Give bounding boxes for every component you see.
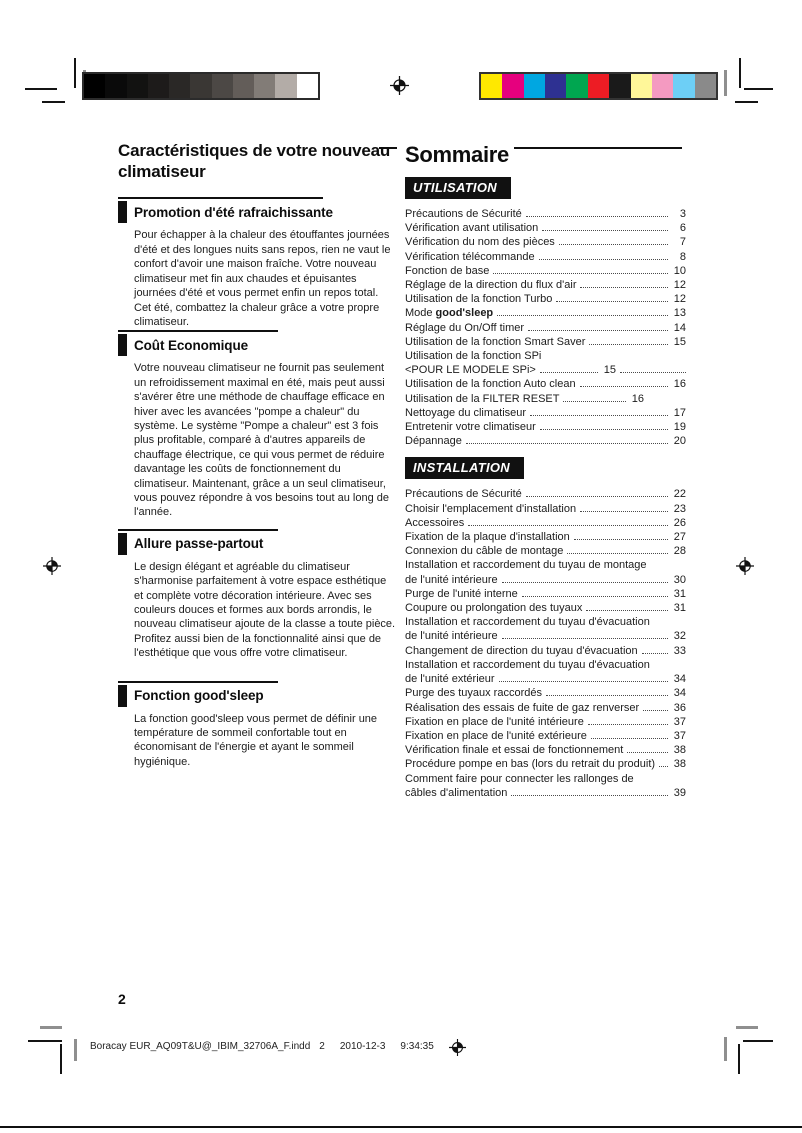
toc-item-label: Utilisation de la fonction SPi [405,350,542,363]
imprint-date: 2010-12-3 [339,1041,386,1052]
section-header [118,334,396,356]
toc-item-label: Purge des tuyaux raccordés [405,687,542,700]
toc-item [405,306,686,320]
dot-leader [542,230,668,231]
toc-item-label: Dépannage [405,435,462,448]
toc-item-label: Réglage de la direction du flux d'air [405,279,577,292]
toc-item [405,221,686,235]
toc-item-label: Procédure pompe en bas (lors du retrait du produit) [405,758,656,771]
registration-mark-icon [736,557,754,575]
toc-item-page: 3 [679,208,686,220]
toc-item-page: 28 [673,545,686,558]
toc-item-page: 16 [673,378,686,391]
toc-item [405,406,686,420]
toc-item [405,530,686,544]
toc-item-page: 37 [673,715,686,728]
dot-leader [659,766,668,767]
dot-leader [574,539,668,540]
imprint-sheet-number: 2 [319,1041,325,1052]
toc-item [405,757,686,771]
color-swatch [609,74,630,98]
page-bottom-rule [0,1126,802,1128]
toc-item-label: Réalisation des essais de fuite de gaz renverser [405,701,640,714]
dot-leader [627,752,668,753]
dot-leader [526,496,668,497]
color-calibration-bar [479,72,718,100]
crop-mark [25,88,57,90]
toc-list-utilisation [405,207,686,448]
toc-badge-installation: INSTALLATION [405,457,524,479]
toc-item-label: Réglage du On/Off timer [405,321,525,334]
toc-item-page: 26 [673,516,686,529]
dot-leader [586,610,668,611]
section-header [118,685,396,707]
dot-leader [556,301,668,302]
toc-item-page: 15 [673,335,686,348]
toc-item-page: 38 [673,758,686,771]
toc-item-label: good'sleep [435,307,494,320]
dot-leader [493,273,668,274]
page-number: 2 [118,991,126,1007]
registration-mark-icon [390,76,409,95]
crop-mark [739,58,741,88]
crop-mark [42,101,65,103]
toc-column [405,142,686,800]
toc-item-label: Fixation de la plaque d'installation [405,531,570,544]
gray-swatch [127,74,148,98]
toc-item-page: 7 [679,236,686,249]
dot-leader [567,553,668,554]
dot-leader [589,344,668,345]
toc-item-page: 37 [673,729,686,742]
registration-mark-icon [449,1039,466,1056]
section-marker-bar [118,201,127,223]
toc-item-label: Installation et raccordement du tuyau d'évacuation [405,616,650,629]
toc-item-page: 27 [673,531,686,544]
toc-item-label: de l'unité intérieure [405,630,498,643]
toc-item [405,715,686,729]
toc-item-page: 17 [673,406,686,419]
toc-item-page: 31 [673,602,686,615]
toc-item-label: Précautions de Sécurité [405,488,522,501]
section-marker-bar [118,533,127,555]
crop-mark [40,1026,62,1029]
toc-item-label: Nettoyage du climatiseur [405,406,527,419]
toc-item-page: 6 [679,222,686,235]
toc-item-label: Installation et raccordement du tuyau d'évacuation [405,658,650,671]
toc-item [405,434,686,448]
section-marker-bar [118,334,127,356]
feature-section [118,330,396,519]
toc-item-page: 20 [673,435,686,448]
toc-item-page: 19 [673,421,686,434]
gray-swatch [233,74,254,98]
section-title: Promotion d'été rafraichissante [134,204,333,220]
toc-item-page: 34 [673,673,686,686]
toc-item [405,729,686,743]
toc-item-label: Comment faire pour connecter les rallonges de [405,772,634,785]
crop-mark [74,1039,77,1061]
toc-item [405,250,686,264]
toc-item [405,544,686,558]
toc-item-label: Précautions de Sécurité [405,208,522,220]
toc-item [405,558,686,586]
dot-leader [511,795,668,796]
toc-item-label: Fonction de base [405,264,490,277]
toc-item-label: Installation et raccordement du tuyau de montage [405,559,647,572]
imprint-time: 9:34:35 [400,1041,434,1052]
toc-item-label: Utilisation de la fonction Auto clean [405,378,576,391]
gray-swatch [105,74,126,98]
toc-item [405,278,686,292]
feature-section [118,681,396,770]
color-swatch [695,74,716,98]
toc-item-page: 15 [603,364,616,377]
color-swatch [673,74,694,98]
color-swatch [652,74,673,98]
dot-leader [620,372,686,373]
section-body: Votre nouveau climatiseur ne fournit pas seulement un refroidissement maximal en été, mais peut aussi s'avérer être une méthode de chauffage efficace en hiver avec les avancées "pompe a chaleur" du système. Le système "Pompe a chaleur" est 3 fois plus profitable, comparé à d'autres appareils de chauffage électrique, ce qui vous permet de réduire davantage les coûts de fonctionnement du climatiseur. Maintenant, grâce a un seul climatiseur, vous pouvez répondre à vos besoins tout au long de l'année. [134,362,390,519]
toc-item-label: Choisir l'emplacement d'installation [405,502,577,515]
section-title: Fonction good'sleep [134,688,264,704]
toc-item-page: 32 [673,630,686,643]
gray-swatch [254,74,275,98]
toc-item-page: 16 [631,392,644,405]
section-rule [118,681,278,683]
section-title: Coût Economique [134,337,248,353]
toc-item-label: <POUR LE MODELE SPi> [405,364,536,377]
toc-item-label: Changement de direction du tuyau d'évacuation [405,644,638,657]
dot-leader [502,638,668,639]
section-header [118,201,396,223]
gray-swatch [190,74,211,98]
toc-item-label: Coupure ou prolongation des tuyaux [405,602,583,615]
toc-item-label: Vérification du nom des pièces [405,236,555,249]
section-header [118,533,396,555]
crop-mark [744,88,773,90]
toc-item [405,392,644,406]
feature-section [118,529,396,661]
toc-item [405,658,686,686]
toc-item-page: 31 [673,587,686,600]
toc-item [405,743,686,757]
toc-item [405,264,686,278]
toc-item [405,772,686,800]
toc-item-label: Utilisation de la FILTER RESET [405,392,560,405]
toc-item-label: Vérification finale et essai de fonctionnement [405,744,624,757]
dot-leader [580,386,668,387]
toc-item-label: de l'unité extérieur [405,673,495,686]
toc-item-page: 23 [673,502,686,515]
dot-leader [497,315,668,316]
toc-item-page: 22 [673,488,686,501]
toc-item-label: Vérification avant utilisation [405,222,539,235]
dot-leader [580,287,668,288]
section-rule [118,529,278,531]
toc-item-page: 8 [679,250,686,263]
dot-leader [580,511,668,512]
toc-item [405,487,686,501]
toc-item [405,292,686,306]
toc-item [405,349,686,377]
gray-swatch [212,74,233,98]
gray-swatch [84,74,105,98]
toc-item-page: 33 [673,644,686,657]
toc-item [405,235,686,249]
crop-mark [736,1026,758,1029]
toc-item-page: 14 [673,321,686,334]
toc-item-label: Fixation en place de l'unité extérieure [405,729,587,742]
dot-leader [466,443,668,444]
page-title: Caractéristiques de votre nouveau climatiseur [118,141,391,181]
toc-item-page: 34 [673,687,686,700]
section-rule [118,330,278,332]
toc-item [405,502,686,516]
dot-leader [546,695,668,696]
toc-item-page: 12 [673,279,686,292]
toc-item [405,207,686,221]
toc-item [405,644,686,658]
dot-leader [526,216,668,217]
toc-item-label: Accessoires [405,516,465,529]
toc-item [405,686,686,700]
toc-item-page: 36 [673,701,686,714]
dot-leader [540,372,598,373]
toc-item-page: 10 [673,264,686,277]
print-imprint [90,1041,434,1052]
color-swatch [566,74,587,98]
toc-item-page: 30 [673,573,686,586]
grayscale-calibration-bar [82,72,320,100]
section-marker-bar [118,685,127,707]
dot-leader [522,596,668,597]
gray-swatch [275,74,296,98]
toc-item-page: 12 [673,293,686,306]
toc-item [405,321,686,335]
dot-leader [559,244,668,245]
toc-item-label: Fixation en place de l'unité intérieure [405,715,584,728]
dot-leader [642,653,668,654]
toc-title: Sommaire [405,142,509,167]
toc-item [405,377,686,391]
toc-badge-utilisation: UTILISATION [405,177,511,199]
toc-item-label: Vérification télécommande [405,250,535,263]
dot-leader [528,330,668,331]
section-title: Allure passe-partout [134,536,264,552]
toc-item-page: 38 [673,744,686,757]
imprint-filename: Boracay EUR_AQ09T&U@_IBIM_32706A_F.indd [90,1041,311,1052]
toc-item-label: Entretenir votre climatiseur [405,421,536,434]
dot-leader [563,401,626,402]
crop-mark [743,1040,773,1042]
dot-leader [588,724,668,725]
toc-item [405,701,686,715]
toc-item [405,601,686,615]
section-body: Pour échapper à la chaleur des étouffantes journées d'été et des longues nuits sans repos, rien ne vaut le confort d'avoir une maison fraîche. Votre nouveau climatiseur met fin aux chaudes et épuisantes journées d'été et vous permet enfin un repos total. Cet été, combattez la chaleur grâce a votre propre climatiseur. [134,229,391,328]
registration-mark-icon [43,557,61,575]
gray-swatch [169,74,190,98]
toc-item-label: Connexion du câble de montage [405,545,564,558]
toc-item-label: de l'unité intérieure [405,573,498,586]
dot-leader [468,525,668,526]
section-body: La fonction good'sleep vous permet de définir une température de sommeil confortable tout en économisant de l'énergie et ayant le sommeil hygiénique. [134,712,378,768]
features-column [118,141,396,769]
toc-list-installation [405,487,686,799]
toc-item [405,420,686,434]
section-rule [118,197,323,199]
dot-leader [643,710,668,711]
color-swatch [631,74,652,98]
color-swatch [502,74,523,98]
gray-swatch [297,74,318,98]
crop-mark [60,1044,62,1074]
toc-item-label: Purge de l'unité interne [405,587,518,600]
section-body: Le design élégant et agréable du climatiseur s'harmonise parfaitement à votre espace esthétique et complète votre décoration intérieure. Avec ses couleurs douces et formes aux bords arrondis, le nouveau climatiseur ajoute de la classe a toute pièce. Profitez aussi bien de la fonctionnalité ainsi que de l'esthétique que vous offre votre climatiseur. [134,560,396,660]
color-swatch [588,74,609,98]
color-swatch [545,74,566,98]
toc-item [405,335,686,349]
toc-item-label: Utilisation de la fonction Turbo [405,293,553,306]
gray-swatch [148,74,169,98]
dot-leader [502,582,668,583]
crop-mark [724,70,727,96]
crop-mark [28,1040,62,1042]
dot-leader [540,429,668,430]
toc-item-label: câbles d'alimentation [405,786,508,799]
crop-mark [735,101,758,103]
crop-mark [738,1044,740,1074]
toc-item-label: Mode [405,307,433,320]
feature-section [118,197,396,329]
toc-item-label: Utilisation de la fonction Smart Saver [405,335,586,348]
color-swatch [481,74,502,98]
toc-item [405,587,686,601]
dot-leader [499,681,668,682]
crop-mark [74,58,76,88]
crop-mark [724,1037,727,1061]
toc-item-page: 39 [673,786,686,799]
toc-item-page: 13 [673,307,686,320]
dot-leader [591,738,668,739]
dot-leader [539,259,668,260]
toc-item [405,516,686,530]
toc-item [405,615,686,643]
dot-leader [530,415,668,416]
color-swatch [524,74,545,98]
